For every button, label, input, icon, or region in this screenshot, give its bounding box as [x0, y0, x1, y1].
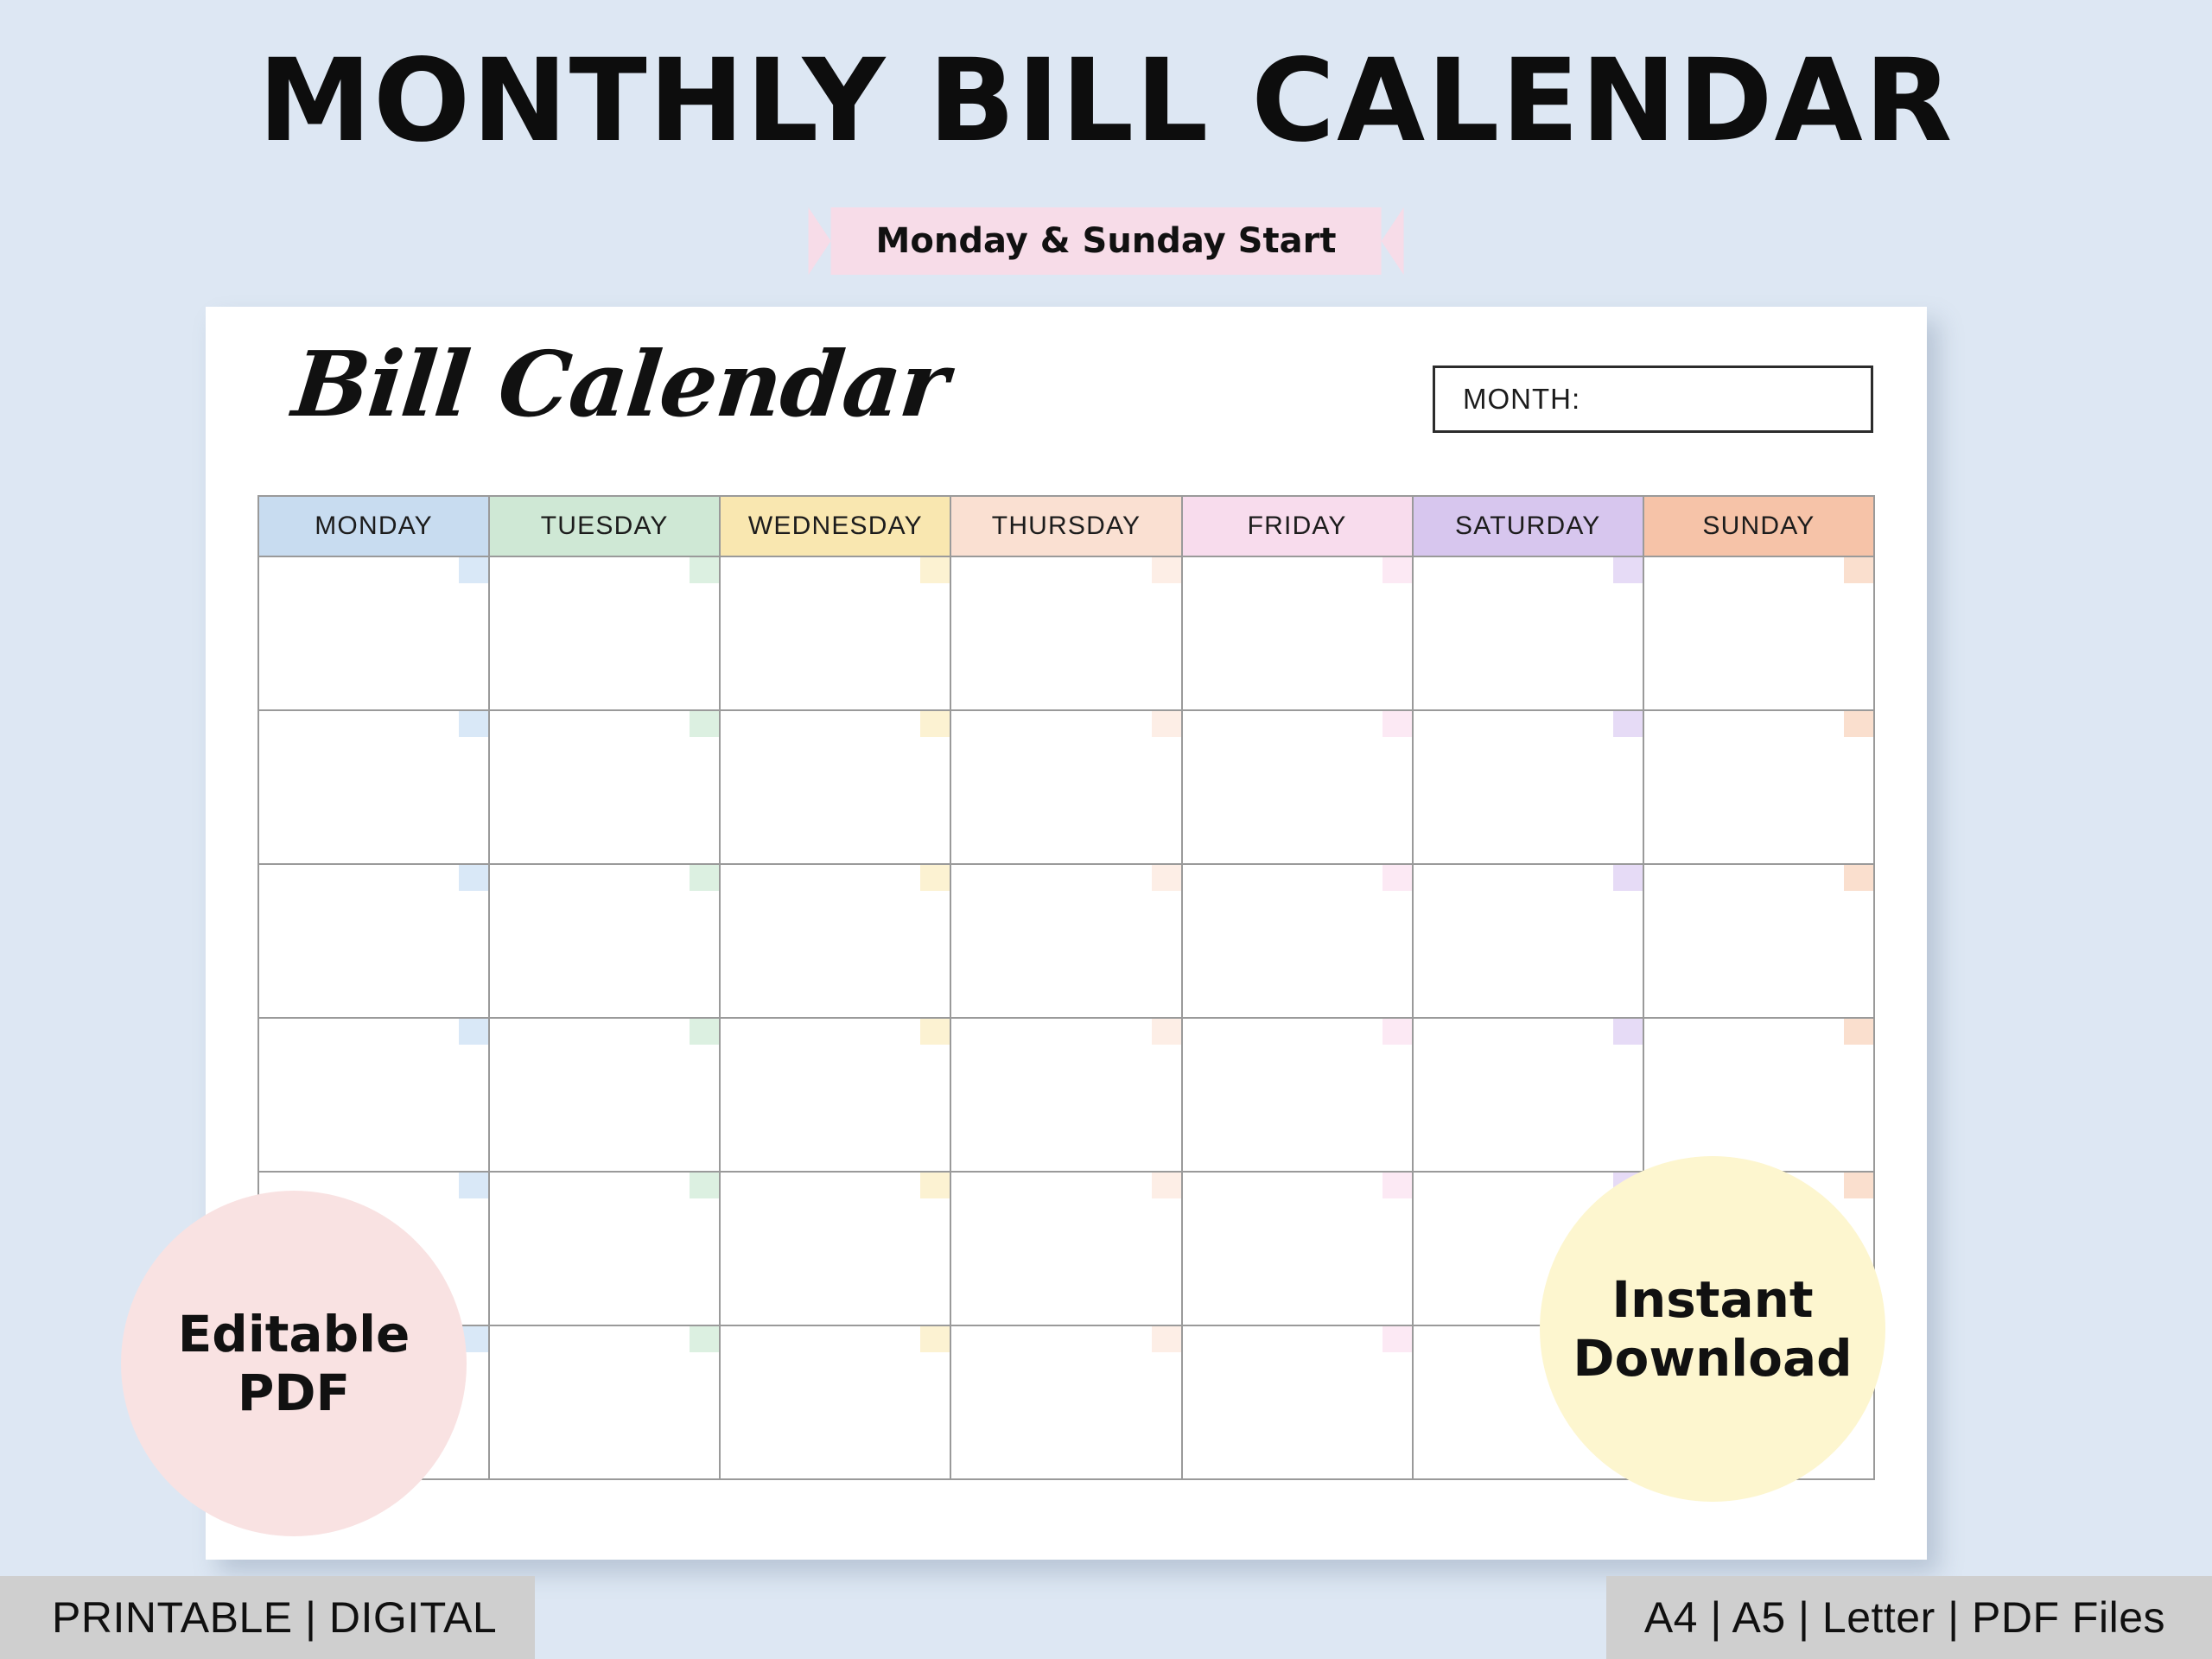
footer-right-text: A4 | A5 | Letter | PDF Files: [1643, 1593, 2165, 1642]
day-cell-corner-tab: [1382, 865, 1412, 891]
week-row: [259, 1019, 1875, 1173]
day-cell-corner-tab: [920, 1173, 950, 1198]
weekday-header-label: MONDAY: [315, 512, 433, 540]
weekday-header-saturday: [1414, 497, 1644, 557]
day-cell-corner-tab: [1613, 865, 1643, 891]
day-cell[interactable]: [259, 865, 490, 1019]
instant-download-badge: [1540, 1156, 1885, 1502]
weekday-header-thursday: [951, 497, 1182, 557]
day-cell-corner-tab: [1382, 1173, 1412, 1198]
day-cell-corner-tab: [1844, 865, 1873, 891]
weekday-header-row: [259, 497, 1875, 557]
day-cell[interactable]: [1414, 865, 1644, 1019]
day-cell[interactable]: [1644, 711, 1875, 865]
day-cell[interactable]: [951, 1019, 1182, 1173]
day-cell-corner-tab: [459, 1173, 488, 1198]
day-cell[interactable]: [490, 865, 721, 1019]
weekday-header-sunday: [1644, 497, 1875, 557]
day-cell-corner-tab: [1844, 1019, 1873, 1045]
weekday-header-monday: [259, 497, 490, 557]
day-cell[interactable]: [259, 711, 490, 865]
day-cell-corner-tab: [690, 711, 719, 737]
footer-left-bar: [0, 1576, 535, 1659]
day-cell-corner-tab: [459, 865, 488, 891]
day-cell-corner-tab: [1152, 557, 1181, 583]
week-row: [259, 711, 1875, 865]
instant-download-badge-line1: Instant: [1611, 1269, 1814, 1329]
day-cell[interactable]: [1183, 1326, 1414, 1480]
day-cell[interactable]: [721, 1326, 951, 1480]
day-cell[interactable]: [490, 1019, 721, 1173]
week-row: [259, 865, 1875, 1019]
day-cell[interactable]: [951, 1173, 1182, 1326]
day-cell[interactable]: [259, 1019, 490, 1173]
day-cell[interactable]: [490, 711, 721, 865]
weekday-header-label: SATURDAY: [1455, 512, 1601, 540]
day-cell-corner-tab: [1613, 557, 1643, 583]
day-cell-corner-tab: [690, 865, 719, 891]
day-cell-corner-tab: [459, 1019, 488, 1045]
day-cell[interactable]: [951, 557, 1182, 711]
day-cell-corner-tab: [1152, 1019, 1181, 1045]
day-cell-corner-tab: [690, 1019, 719, 1045]
day-cell-corner-tab: [690, 1326, 719, 1352]
day-cell[interactable]: [1414, 557, 1644, 711]
instant-download-badge-line2: Download: [1573, 1329, 1853, 1388]
day-cell-corner-tab: [920, 1326, 950, 1352]
footer-left-text: PRINTABLE | DIGITAL: [52, 1593, 498, 1642]
weekday-header-label: SUNDAY: [1702, 512, 1815, 540]
day-cell-corner-tab: [459, 557, 488, 583]
day-cell[interactable]: [1183, 557, 1414, 711]
day-cell[interactable]: [1644, 557, 1875, 711]
sheet-header: [206, 307, 1927, 495]
day-cell-corner-tab: [1382, 1326, 1412, 1352]
weekday-header-friday: [1183, 497, 1414, 557]
day-cell[interactable]: [721, 557, 951, 711]
page-title: MONTHLY BILL CALENDAR: [257, 35, 1955, 168]
day-cell-corner-tab: [690, 557, 719, 583]
editable-pdf-badge: [121, 1191, 467, 1536]
day-cell[interactable]: [1644, 865, 1875, 1019]
footer-right-bar: [1606, 1576, 2212, 1659]
day-cell-corner-tab: [920, 865, 950, 891]
day-cell[interactable]: [259, 557, 490, 711]
day-cell[interactable]: [1414, 711, 1644, 865]
day-cell[interactable]: [1183, 1019, 1414, 1173]
day-cell-corner-tab: [1152, 865, 1181, 891]
day-cell[interactable]: [490, 557, 721, 711]
weekday-header-label: TUESDAY: [540, 512, 669, 540]
weekday-header-wednesday: [721, 497, 951, 557]
day-cell[interactable]: [951, 711, 1182, 865]
day-cell-corner-tab: [459, 711, 488, 737]
day-cell[interactable]: [1414, 1019, 1644, 1173]
day-cell[interactable]: [721, 1019, 951, 1173]
day-cell[interactable]: [721, 865, 951, 1019]
day-cell-corner-tab: [1152, 1173, 1181, 1198]
calendar-script-title: Bill Calendar: [288, 331, 953, 437]
day-cell-corner-tab: [1844, 1173, 1873, 1198]
weekday-header-label: THURSDAY: [991, 512, 1141, 540]
day-cell[interactable]: [721, 1173, 951, 1326]
day-cell[interactable]: [490, 1326, 721, 1480]
day-cell[interactable]: [1183, 1173, 1414, 1326]
day-cell-corner-tab: [920, 557, 950, 583]
day-cell[interactable]: [1644, 1019, 1875, 1173]
editable-pdf-badge-line1: Editable: [177, 1304, 410, 1363]
week-row: [259, 557, 1875, 711]
day-cell-corner-tab: [1613, 1019, 1643, 1045]
day-cell-corner-tab: [1382, 711, 1412, 737]
day-cell[interactable]: [1183, 865, 1414, 1019]
weekday-header-tuesday: [490, 497, 721, 557]
day-cell-corner-tab: [1844, 557, 1873, 583]
day-cell[interactable]: [951, 865, 1182, 1019]
day-cell[interactable]: [721, 711, 951, 865]
ribbon-label: Monday & Sunday Start: [875, 221, 1337, 261]
day-cell[interactable]: [951, 1326, 1182, 1480]
day-cell-corner-tab: [1382, 1019, 1412, 1045]
day-cell-corner-tab: [1152, 1326, 1181, 1352]
day-cell[interactable]: [1183, 711, 1414, 865]
day-cell-corner-tab: [1382, 557, 1412, 583]
day-cell-corner-tab: [920, 1019, 950, 1045]
day-cell-corner-tab: [690, 1173, 719, 1198]
weekday-header-label: WEDNESDAY: [747, 512, 923, 540]
day-cell-corner-tab: [1844, 711, 1873, 737]
day-cell-corner-tab: [920, 711, 950, 737]
editable-pdf-badge-line2: PDF: [237, 1363, 351, 1422]
day-cell-corner-tab: [1613, 711, 1643, 737]
day-cell-corner-tab: [1152, 711, 1181, 737]
month-input-label: MONTH:: [1463, 383, 1581, 415]
day-cell[interactable]: [490, 1173, 721, 1326]
month-input[interactable]: [1433, 365, 1873, 433]
weekday-header-label: FRIDAY: [1247, 512, 1347, 540]
subtitle-ribbon: [809, 207, 1404, 275]
